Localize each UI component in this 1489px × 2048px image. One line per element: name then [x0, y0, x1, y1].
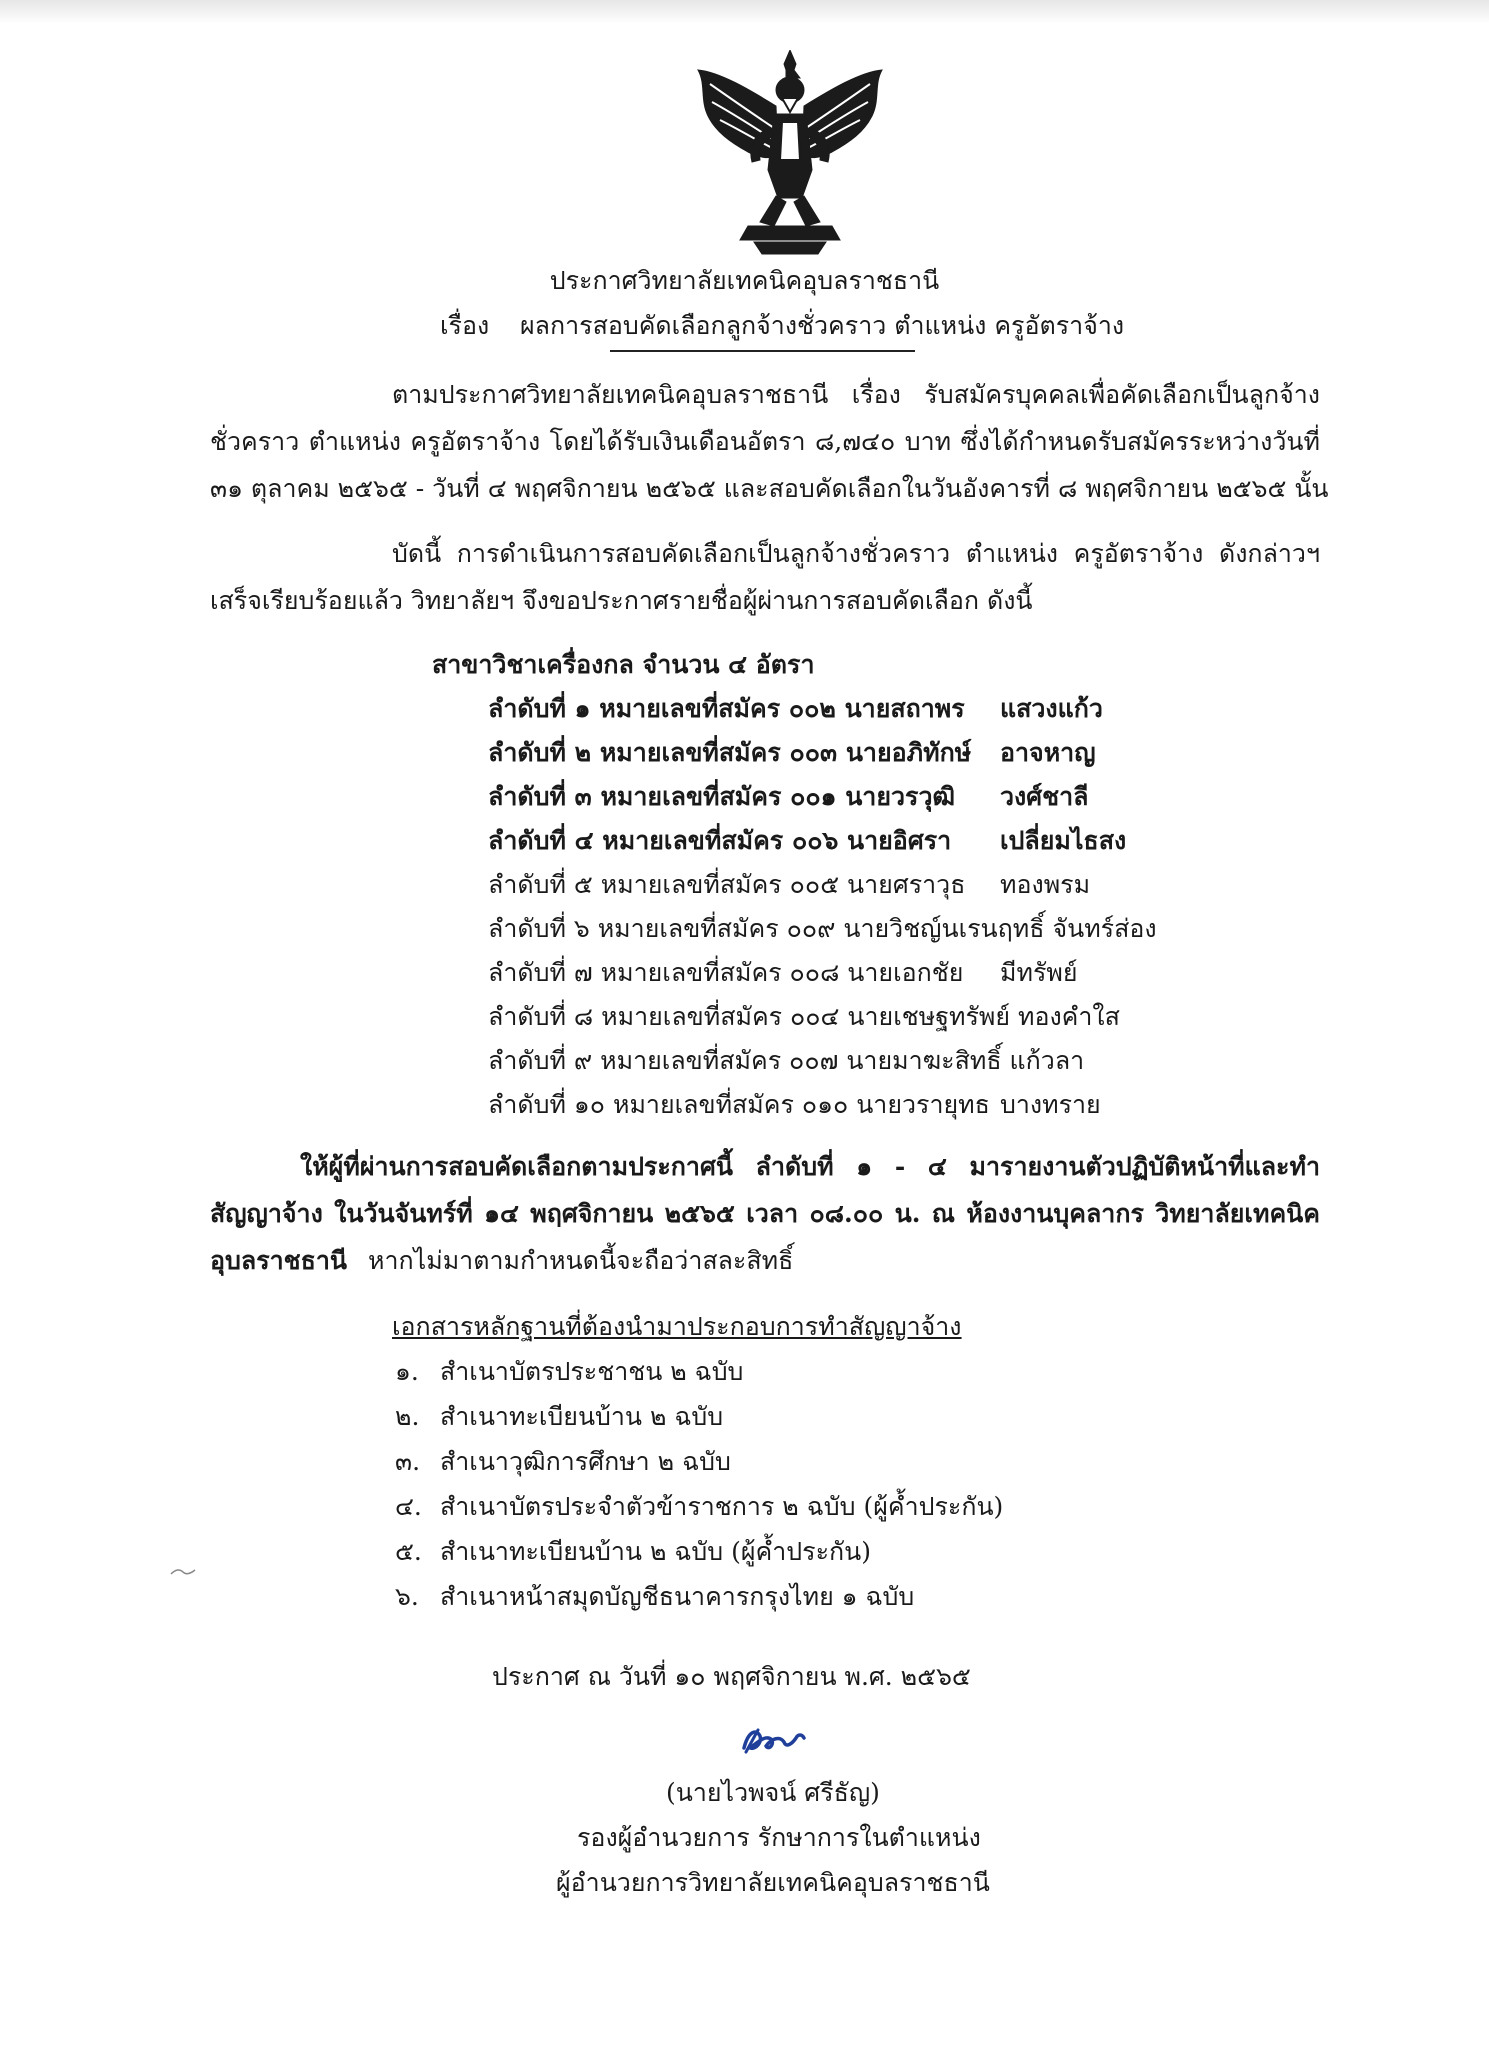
list-item-surname: อาจหาญ — [1000, 738, 1096, 767]
list-item-surname: ทองพรม — [1000, 870, 1091, 899]
list-item: สำเนาบัตรประจำตัวข้าราชการ ๒ ฉบับ (ผู้ค้ำประกัน) — [440, 1492, 1004, 1521]
list-item-number: ๔. — [395, 1492, 422, 1521]
list-item: ลำดับที่ ๓ หมายเลขที่สมัคร ๐๐๑ นายวรวุฒิ — [488, 782, 956, 811]
subject-text: ผลการสอบคัดเลือกลูกจ้างชั่วคราว ตำแหน่ง ครูอัตราจ้าง — [520, 311, 1125, 340]
signer-position-line1: รองผู้อำนวยการ รักษาการในตำแหน่ง — [577, 1823, 981, 1852]
documents-heading: เอกสารหลักฐานที่ต้องนำมาประกอบการทำสัญญาจ้าง — [392, 1312, 962, 1341]
scan-mark — [170, 1568, 196, 1576]
list-item-number: ๕. — [395, 1537, 422, 1566]
list-item-surname: มีทรัพย์ — [1000, 958, 1078, 987]
garuda-emblem — [690, 50, 890, 255]
list-item: สำเนาวุฒิการศึกษา ๒ ฉบับ — [440, 1447, 731, 1476]
list-item: ลำดับที่ ๗ หมายเลขที่สมัคร ๐๐๘ นายเอกชัย — [488, 958, 964, 987]
announcement-title: ประกาศวิทยาลัยเทคนิคอุบลราชธานี — [549, 266, 940, 295]
list-item: ลำดับที่ ๑๐ หมายเลขที่สมัคร ๐๑๐ นายวรายุทธ — [488, 1090, 990, 1119]
intro-para1-line2: ชั่วคราว ตำแหน่ง ครูอัตราจ้าง โดยได้รับเงินเดือนอัตรา ๘,๗๔๐ บาท ซึ่งได้กำหนดรับสมัครระหว่างวันที่ — [210, 427, 1320, 456]
header-divider — [610, 350, 915, 352]
list-item-number: ๓. — [395, 1447, 421, 1476]
list-item-surname: บางทราย — [1000, 1090, 1101, 1119]
signer-name: (นายไวพจน์ ศรีธัญ) — [666, 1778, 880, 1807]
list-item: ลำดับที่ ๑ หมายเลขที่สมัคร ๐๐๒ นายสถาพร — [488, 694, 965, 723]
list-item-number: ๑. — [395, 1357, 419, 1386]
department-heading: สาขาวิชาเครื่องกล จำนวน ๔ อัตรา — [432, 650, 815, 679]
list-item: ลำดับที่ ๕ หมายเลขที่สมัคร ๐๐๕ นายศราวุธ — [488, 870, 966, 899]
signature-image — [738, 1722, 808, 1756]
list-item: สำเนาทะเบียนบ้าน ๒ ฉบับ — [440, 1402, 724, 1431]
subject-label: เรื่อง — [440, 311, 490, 340]
list-item-surname: เปลี่ยมไธสง — [1000, 826, 1127, 855]
intro-para1-line3: ๓๑ ตุลาคม ๒๕๖๕ - วันที่ ๔ พฤศจิกายน ๒๕๖๕ และสอบคัดเลือกในวันอังคารที่ ๘ พฤศจิกายน ๒๕๖๕ นั้น — [210, 474, 1329, 503]
report-line3-bold: อุบลราชธานี — [210, 1246, 348, 1275]
intro-para2-line1: บัดนี้ การดำเนินการสอบคัดเลือกเป็นลูกจ้างชั่วคราว ตำแหน่ง ครูอัตราจ้าง ดังกล่าวฯ — [392, 539, 1320, 568]
scan-edge-shadow — [0, 0, 1489, 24]
list-item: ลำดับที่ ๒ หมายเลขที่สมัคร ๐๐๓ นายอภิทักษ์ — [488, 738, 972, 767]
report-line2: สัญญาจ้าง ในวันจันทร์ที่ ๑๔ พฤศจิกายน ๒๕๖๕ เวลา ๐๘.๐๐ น. ณ ห้องงานบุคลากร วิทยาลัยเทคนิค — [210, 1199, 1320, 1228]
list-item-surname: แสวงแก้ว — [1000, 694, 1103, 723]
intro-para2-line2: เสร็จเรียบร้อยแล้ว วิทยาลัยฯ จึงขอประกาศรายชื่อผู้ผ่านการสอบคัดเลือก ดังนี้ — [210, 586, 1033, 615]
list-item: สำเนาบัตรประชาชน ๒ ฉบับ — [440, 1357, 744, 1386]
list-item-surname: วงศ์ชาลี — [1000, 782, 1089, 811]
list-item: สำเนาทะเบียนบ้าน ๒ ฉบับ (ผู้ค้ำประกัน) — [440, 1537, 871, 1566]
list-item: ลำดับที่ ๔ หมายเลขที่สมัคร ๐๐๖ นายอิศรา — [488, 826, 952, 855]
list-item-number: ๒. — [395, 1402, 420, 1431]
list-item: ลำดับที่ ๙ หมายเลขที่สมัคร ๐๐๗ นายมาฆะสิทธิ์ แก้วลา — [488, 1046, 1085, 1075]
list-item: สำเนาหน้าสมุดบัญชีธนาคารกรุงไทย ๑ ฉบับ — [440, 1582, 915, 1611]
list-item: ลำดับที่ ๘ หมายเลขที่สมัคร ๐๐๔ นายเชษฐทรัพย์ ทองคำใส — [488, 1002, 1120, 1031]
announce-date: ประกาศ ณ วันที่ ๑๐ พฤศจิกายน พ.ศ. ๒๕๖๕ — [492, 1662, 971, 1691]
report-line3-rest: หากไม่มาตามกำหนดนี้จะถือว่าสละสิทธิ์ — [368, 1246, 794, 1275]
intro-para1-line1: ตามประกาศวิทยาลัยเทคนิคอุบลราชธานี เรื่อง รับสมัครบุคคลเพื่อคัดเลือกเป็นลูกจ้าง — [392, 380, 1320, 409]
list-item: ลำดับที่ ๖ หมายเลขที่สมัคร ๐๐๙ นายวิชญ์นเรนฤทธิ์ จันทร์ส่อง — [488, 914, 1157, 943]
signer-position-line2: ผู้อำนวยการวิทยาลัยเทคนิคอุบลราชธานี — [556, 1868, 990, 1897]
report-line1: ให้ผู้ที่ผ่านการสอบคัดเลือกตามประกาศนี้ ลำดับที่ ๑ - ๔ มารายงานตัวปฏิบัติหน้าที่และทำ — [300, 1152, 1320, 1181]
list-item-number: ๖. — [395, 1582, 419, 1611]
